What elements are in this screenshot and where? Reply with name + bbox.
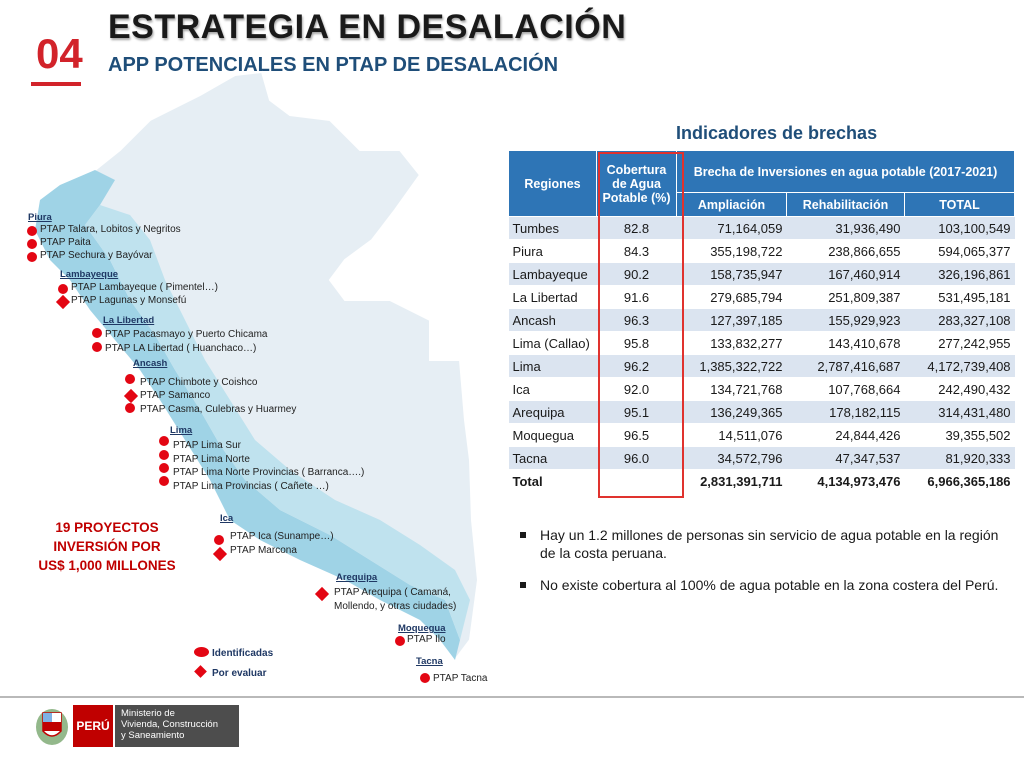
summary-line: 19 PROYECTOS bbox=[55, 520, 159, 535]
marker-identified bbox=[27, 252, 37, 262]
section-number: 04 bbox=[36, 30, 83, 77]
header-rehabilitation: Rehabilitación bbox=[787, 193, 905, 217]
cell-rehabilitation: 143,410,678 bbox=[787, 332, 905, 355]
marker-identified bbox=[58, 284, 68, 294]
marker-identified bbox=[125, 403, 135, 413]
coverage-highlight-box bbox=[598, 152, 684, 498]
table-row bbox=[509, 286, 1015, 309]
ministry-line: y Saneamiento bbox=[121, 730, 185, 741]
project-label: PTAP Samanco bbox=[140, 390, 211, 401]
cell-region: Lima (Callao) bbox=[509, 332, 597, 355]
region-label-arequipa: Arequipa bbox=[336, 572, 378, 583]
project-label: PTAP Casma, Culebras y Huarmey bbox=[140, 404, 297, 415]
project-label: Mollendo, y otras ciudades) bbox=[334, 601, 457, 612]
cell-expansion: 279,685,794 bbox=[677, 286, 787, 309]
cell-total: 103,100,549 bbox=[905, 217, 1015, 240]
cell-region: Ica bbox=[509, 378, 597, 401]
cell-expansion: 2,831,391,711 bbox=[677, 470, 787, 493]
project-label: PTAP Lima Norte Provincias ( Barranca….) bbox=[173, 467, 365, 478]
cell-coverage: 84.3 bbox=[597, 240, 677, 263]
cell-expansion: 158,735,947 bbox=[677, 263, 787, 286]
region-label-tacna: Tacna bbox=[416, 656, 443, 667]
cell-region: Arequipa bbox=[509, 401, 597, 424]
cell-rehabilitation: 107,768,664 bbox=[787, 378, 905, 401]
region-label-moquegua: Moquegua bbox=[398, 623, 446, 634]
project-label: PTAP Arequipa ( Camaná, bbox=[334, 587, 451, 598]
marker-identified bbox=[395, 636, 405, 646]
cell-rehabilitation: 178,182,115 bbox=[787, 401, 905, 424]
cell-expansion: 355,198,722 bbox=[677, 240, 787, 263]
table-row bbox=[509, 240, 1015, 263]
cell-region: Ancash bbox=[509, 309, 597, 332]
ministry-name bbox=[115, 705, 239, 747]
summary-line: US$ 1,000 MILLONES bbox=[38, 558, 176, 573]
table-row bbox=[509, 401, 1015, 424]
ministry-line: Ministerio de bbox=[121, 708, 175, 719]
cell-expansion: 133,832,277 bbox=[677, 332, 787, 355]
cell-region: Tumbes bbox=[509, 217, 597, 240]
cell-region: Piura bbox=[509, 240, 597, 263]
table-row bbox=[509, 217, 1015, 240]
marker-identified bbox=[125, 374, 135, 384]
coat-of-arms-icon bbox=[33, 705, 71, 747]
ministry-line: Vivienda, Construcción bbox=[121, 719, 218, 730]
cell-region: La Libertad bbox=[509, 286, 597, 309]
cell-total-label: Total bbox=[509, 470, 597, 493]
projects-summary bbox=[28, 518, 186, 575]
gap-indicators-table bbox=[508, 150, 1015, 493]
cell-total: 4,172,739,408 bbox=[905, 355, 1015, 378]
cell-rehabilitation: 47,347,537 bbox=[787, 447, 905, 470]
cell-total: 283,327,108 bbox=[905, 309, 1015, 332]
table-row bbox=[509, 447, 1015, 470]
table-row bbox=[509, 424, 1015, 447]
marker-identified bbox=[159, 463, 169, 473]
marker-identified bbox=[159, 476, 169, 486]
marker-identified bbox=[27, 239, 37, 249]
marker-identified bbox=[92, 342, 102, 352]
cell-total: 314,431,480 bbox=[905, 401, 1015, 424]
cell-expansion: 127,397,185 bbox=[677, 309, 787, 332]
footer-divider bbox=[0, 696, 1024, 698]
cell-rehabilitation: 251,809,387 bbox=[787, 286, 905, 309]
table-row bbox=[509, 309, 1015, 332]
cell-rehabilitation: 31,936,490 bbox=[787, 217, 905, 240]
legend-to-evaluate-label: Por evaluar bbox=[212, 668, 267, 679]
project-label: PTAP LA Libertad ( Huanchaco…) bbox=[105, 343, 257, 354]
bullet-text: No existe cobertura al 100% de agua potable en la zona costera del Perú. bbox=[540, 577, 999, 593]
region-label-ica: Ica bbox=[220, 513, 234, 524]
region-label-lima: Lima bbox=[170, 425, 193, 436]
project-label: PTAP Pacasmayo y Puerto Chicama bbox=[105, 329, 268, 340]
cell-rehabilitation: 167,460,914 bbox=[787, 263, 905, 286]
project-label: PTAP Lambayeque ( Pimentel…) bbox=[71, 282, 218, 293]
cell-coverage: 96.5 bbox=[597, 424, 677, 447]
project-label: PTAP Tacna bbox=[433, 673, 488, 684]
header-expansion: Ampliación bbox=[677, 193, 787, 217]
cell-expansion: 134,721,768 bbox=[677, 378, 787, 401]
bullet-text: Hay un 1.2 millones de personas sin servicio de agua potable en la región de la costa peruana. bbox=[540, 527, 999, 561]
project-label: PTAP Lima Sur bbox=[173, 440, 241, 451]
legend-identified-icon bbox=[194, 647, 209, 657]
cell-total: 39,355,502 bbox=[905, 424, 1015, 447]
bullet-item bbox=[518, 526, 1008, 562]
project-label: PTAP Ilo bbox=[407, 634, 446, 645]
legend-identified-label: Identificadas bbox=[212, 648, 274, 659]
cell-coverage: 92.0 bbox=[597, 378, 677, 401]
cell-total: 594,065,377 bbox=[905, 240, 1015, 263]
header-regions: Regiones bbox=[509, 151, 597, 217]
cell-coverage: 96.2 bbox=[597, 355, 677, 378]
cell-region: Tacna bbox=[509, 447, 597, 470]
cell-rehabilitation: 2,787,416,687 bbox=[787, 355, 905, 378]
table-total-row bbox=[509, 470, 1015, 493]
cell-rehabilitation: 155,929,923 bbox=[787, 309, 905, 332]
marker-identified bbox=[92, 328, 102, 338]
project-label: PTAP Marcona bbox=[230, 545, 297, 556]
bullet-square-icon bbox=[520, 532, 526, 538]
page-subtitle: APP POTENCIALES EN PTAP DE DESALACIÓN bbox=[108, 54, 559, 76]
header-total: TOTAL bbox=[905, 193, 1015, 217]
project-label: PTAP Lagunas y Monsefú bbox=[71, 295, 187, 306]
marker-identified bbox=[214, 535, 224, 545]
table-row bbox=[509, 332, 1015, 355]
marker-identified bbox=[159, 436, 169, 446]
cell-total: 531,495,181 bbox=[905, 286, 1015, 309]
region-label-lambayeque: Lambayeque bbox=[60, 269, 119, 280]
project-label: PTAP Ica (Sunampe…) bbox=[230, 531, 334, 542]
cell-expansion: 34,572,796 bbox=[677, 447, 787, 470]
cell-region: Moquegua bbox=[509, 424, 597, 447]
cell-expansion: 136,249,365 bbox=[677, 401, 787, 424]
cell-region: Lima bbox=[509, 355, 597, 378]
header-coverage: Cobertura de Agua Potable (%) bbox=[597, 151, 677, 217]
project-label: PTAP Lima Provincias ( Cañete …) bbox=[173, 481, 329, 492]
bullet-square-icon bbox=[520, 582, 526, 588]
project-label: PTAP Lima Norte bbox=[173, 454, 250, 465]
region-label-la-libertad: La Libertad bbox=[103, 315, 155, 326]
indicators-title: Indicadores de brechas bbox=[676, 123, 878, 143]
table-row bbox=[509, 263, 1015, 286]
table-row bbox=[509, 378, 1015, 401]
cell-expansion: 71,164,059 bbox=[677, 217, 787, 240]
cell-coverage: 90.2 bbox=[597, 263, 677, 286]
marker-identified bbox=[420, 673, 430, 683]
page-title: ESTRATEGIA EN DESALACIÓN bbox=[108, 8, 627, 46]
ministry-logo bbox=[33, 705, 239, 747]
cell-total: 277,242,955 bbox=[905, 332, 1015, 355]
cell-total: 326,196,861 bbox=[905, 263, 1015, 286]
project-label: PTAP Chimbote y Coishco bbox=[140, 377, 258, 388]
cell-coverage: 91.6 bbox=[597, 286, 677, 309]
project-label: PTAP Paita bbox=[40, 237, 91, 248]
header-gap: Brecha de Inversiones en agua potable (2017-2021) bbox=[677, 151, 1015, 193]
bullet-item bbox=[518, 576, 1008, 594]
region-label-piura: Piura bbox=[28, 212, 52, 223]
cell-rehabilitation: 4,134,973,476 bbox=[787, 470, 905, 493]
marker-identified bbox=[159, 450, 169, 460]
cell-total: 81,920,333 bbox=[905, 447, 1015, 470]
cell-coverage: 82.8 bbox=[597, 217, 677, 240]
project-label: PTAP Talara, Lobitos y Negritos bbox=[40, 224, 181, 235]
summary-line: INVERSIÓN POR bbox=[53, 539, 161, 554]
cell-rehabilitation: 238,866,655 bbox=[787, 240, 905, 263]
key-findings bbox=[518, 526, 1008, 608]
table-row bbox=[509, 355, 1015, 378]
cell-region: Lambayeque bbox=[509, 263, 597, 286]
peru-brand: PERÚ bbox=[73, 705, 113, 747]
cell-coverage: 95.8 bbox=[597, 332, 677, 355]
cell-coverage: 96.0 bbox=[597, 447, 677, 470]
cell-expansion: 14,511,076 bbox=[677, 424, 787, 447]
cell-total: 6,966,365,186 bbox=[905, 470, 1015, 493]
region-label-ancash: Ancash bbox=[133, 358, 168, 369]
cell-coverage: 95.1 bbox=[597, 401, 677, 424]
cell-rehabilitation: 24,844,426 bbox=[787, 424, 905, 447]
cell-total: 242,490,432 bbox=[905, 378, 1015, 401]
project-label: PTAP Sechura y Bayóvar bbox=[40, 250, 153, 261]
cell-coverage: 96.3 bbox=[597, 309, 677, 332]
marker-identified bbox=[27, 226, 37, 236]
cell-expansion: 1,385,322,722 bbox=[677, 355, 787, 378]
